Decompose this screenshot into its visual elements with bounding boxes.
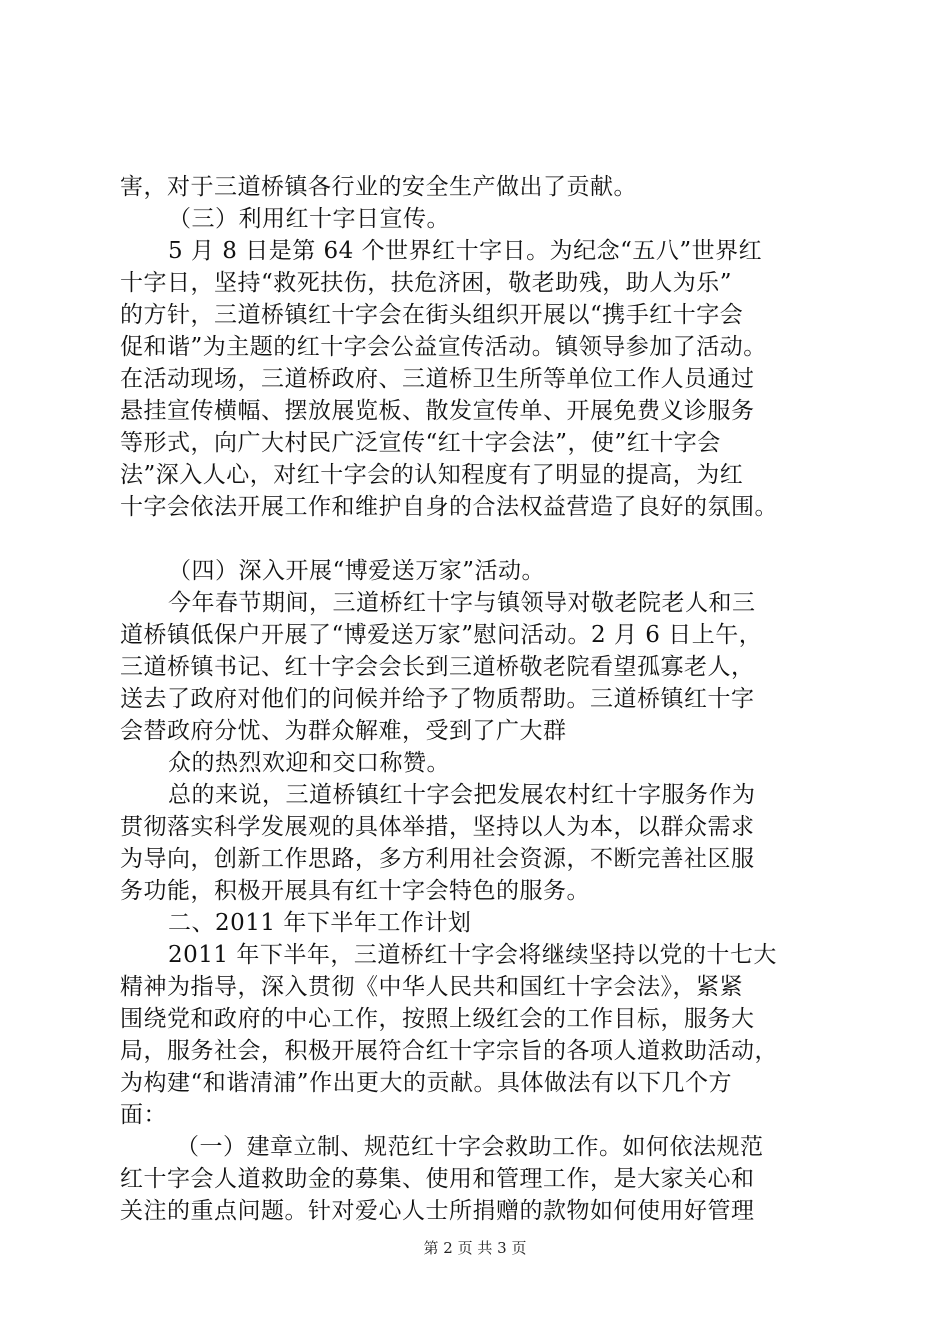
text-line: 贯彻落实科学发展观的具体举措，坚持以人为本，以群众需求: [120, 814, 755, 840]
text-line: 十字会依法开展工作和维护自身的合法权益营造了良好的氛围。: [120, 494, 778, 520]
text-line: 关注的重点问题。针对爱心人士所捐赠的款物如何使用好管理: [120, 1198, 755, 1224]
text-line: 害，对于三道桥镇各行业的安全生产做出了贡献。: [120, 174, 637, 200]
text-line: 的方针，三道桥镇红十字会在街头组织开展以“携手红十字会: [120, 302, 744, 328]
text-line: 众的热烈欢迎和交口称赞。: [168, 750, 450, 776]
text-line: 2011 年下半年，三道桥红十字会将继续坚持以党的十七大: [168, 942, 777, 968]
text-line: 道桥镇低保户开展了“博爱送万家”慰问活动。2 月 6 日上午，: [120, 622, 763, 648]
text-line: 促和谐”为主题的红十字会公益宣传活动。镇领导参加了活动。: [120, 334, 767, 360]
text-line: 红十字会人道救助金的募集、使用和管理工作，是大家关心和: [120, 1166, 755, 1192]
paragraph-gap: [120, 523, 840, 555]
page-number-footer: 第 2 页 共 3 页: [423, 1239, 527, 1257]
text-line: 务功能，积极开展具有红十字会特色的服务。: [120, 878, 590, 904]
text-line: 为构建“和谐清浦”作出更大的贡献。具体做法有以下几个方: [120, 1070, 733, 1096]
section-heading: （一）建章立制、规范红十字会救助工作。如何依法规范: [176, 1134, 764, 1160]
text-line: 送去了政府对他们的问候并给予了物质帮助。三道桥镇红十字: [120, 686, 755, 712]
section-heading: （三）利用红十字日宣传。: [168, 206, 450, 232]
text-line: 等形式，向广大村民广泛宣传“红十字会法”，使”红十字会: [120, 430, 721, 456]
text-line: 精神为指导，深入贯彻《中华人民共和国红十字会法》，紧紧: [120, 974, 743, 1000]
section-heading: （四）深入开展“博爱送万家”活动。: [168, 558, 546, 584]
text-line: 会替政府分忧、为群众解难，受到了广大群: [120, 718, 567, 744]
text-line: 在活动现场，三道桥政府、三道桥卫生所等单位工作人员通过: [120, 366, 755, 392]
document-body: [120, 171, 840, 1227]
section-heading: 二、2011 年下半年工作计划: [168, 910, 472, 936]
text-line: 面：: [120, 1102, 167, 1128]
text-line: 法”深入人心，对红十字会的认知程度有了明显的提高，为红: [120, 462, 744, 488]
text-line: 悬挂宣传横幅、摆放展览板、散发宣传单、开展免费义诊服务: [120, 398, 755, 424]
text-line: 十字日，坚持“救死扶伤，扶危济困，敬老助残，助人为乐”: [120, 270, 733, 296]
text-line: 三道桥镇书记、红十字会会长到三道桥敬老院看望孤寡老人，: [120, 654, 755, 680]
text-line: 5 月 8 日是第 64 个世界红十字日。为纪念“五八”世界红: [168, 238, 763, 264]
text-line: 围绕党和政府的中心工作，按照上级红会的工作目标，服务大: [120, 1006, 755, 1032]
text-line: 总的来说，三道桥镇红十字会把发展农村红十字服务作为: [168, 782, 756, 808]
text-line: 为导向，创新工作思路，多方利用社会资源，不断完善社区服: [120, 846, 755, 872]
text-line: 局，服务社会，积极开展符合红十字宗旨的各项人道救助活动，: [120, 1038, 778, 1064]
text-line: 今年春节期间，三道桥红十字与镇领导对敬老院老人和三: [168, 590, 756, 616]
